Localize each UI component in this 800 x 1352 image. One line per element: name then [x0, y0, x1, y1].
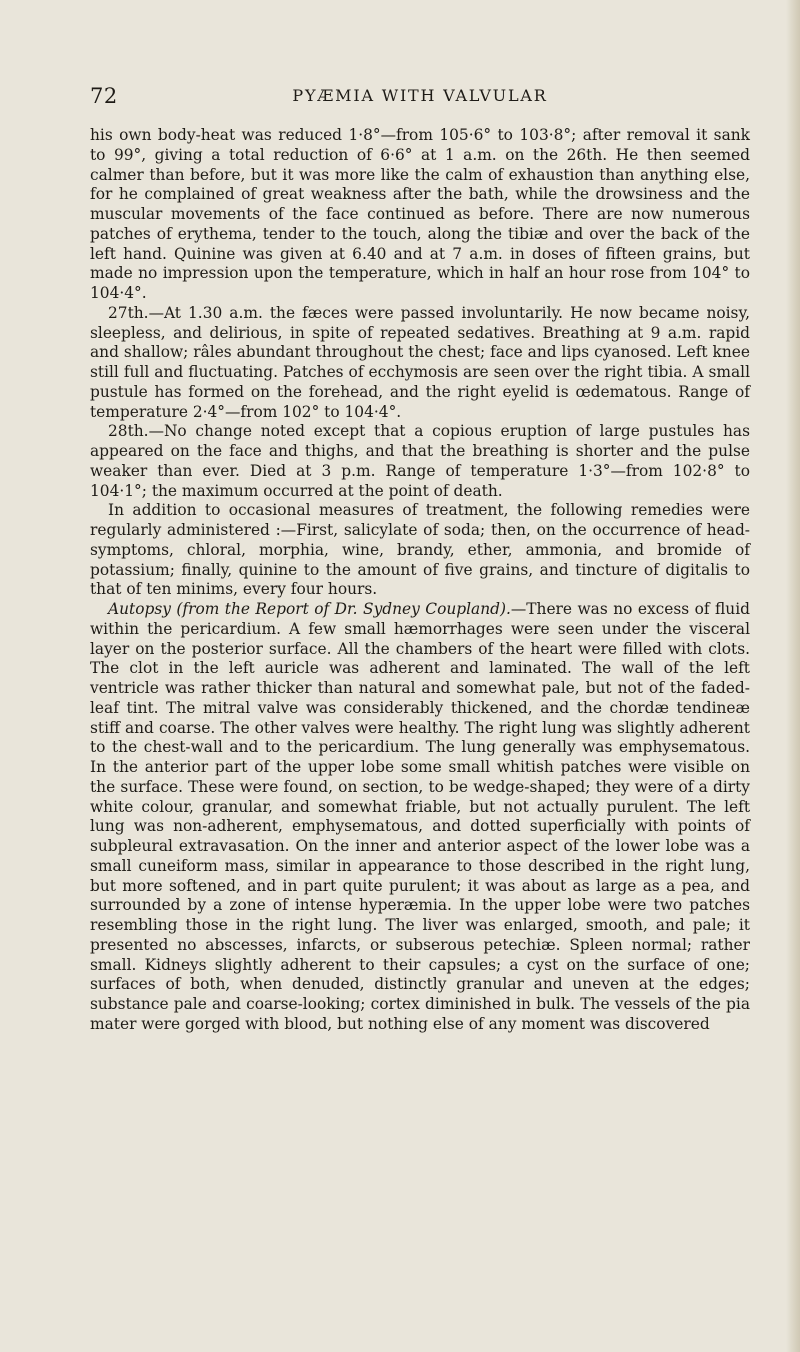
page-spine-shadow	[786, 0, 800, 1352]
paragraph-continuation: his own body-heat was reduced 1·8°—from 105·6° to 103·8°; after removal it sank to 99°, giving a total reduction of 6·6° at 1 a.m. on the 26th. He then seemed calmer than before, but it was more like the calm of exhaustion than anything else, for he complained of great weakness after the bath, while the drowsiness and the muscular movements of the face continued as before. There are now numerous patches of erythema, tender to the touch, along the tibiæ and over the back of the left hand. Quinine was given at 6.40 and at 7 a.m. in doses of fifteen grains, but made no impression upon the temperature, which in half an hour rose from 104° to 104·4°.	[90, 126, 750, 302]
page-header	[90, 84, 750, 118]
paragraph-treatment: In addition to occasional measures of treatment, the following remedies were regularly administered :—First, salicylate of soda; then, on the occurrence of head-symptoms, chloral, morphia, wine, brandy, ether, ammonia, and bromide of potassium; finally, quinine to the amount of five grains, and tincture of digitalis to that of ten minims, every four hours.	[90, 501, 750, 599]
running-head: PYÆMIA WITH VALVULAR	[292, 86, 548, 105]
paragraph-27th: 27th.—At 1.30 a.m. the fæces were passed involuntarily. He now became noisy, sleepless, and delirious, in spite of repeated sedatives. Breathing at 9 a.m. rapid and shallow; râles abundant throughout the chest; face and lips cyanosed. Left knee still full and fluctuating. Patches of ecchymosis are seen over the right tibia. A small pustule has formed on the forehead, and the right eyelid is œdematous. Range of temperature 2·4°—from 102° to 104·4°.	[90, 303, 750, 421]
paragraph-autopsy	[90, 600, 750, 1035]
body-text	[90, 126, 750, 1035]
autopsy-text: —There was no excess of fluid within the pericardium. A few small hæmorrhages were seen under the visceral layer on the posterior surface. All the chambers of the heart were filled with clots. The clot in the left auricle was adherent and laminated. The wall of the left ventricle was rather thicker than natural and somewhat pale, but not of the faded-leaf tint. The mitral valve was considerably thickened, and the chordæ tendineæ stiff and coarse. The other valves were healthy. The right lung was slightly adherent to the chest-wall and to the pericardium. The lung generally was emphysematous. In the anterior part of the upper lobe some small whitish patches were visible on the surface. These were found, on section, to be wedge-shaped; they were of a dirty white colour, granular, and somewhat friable, but not actually purulent. The left lung was non-adherent, emphysematous, and dotted superficially with points of subpleural extravasation. On the inner and anterior aspect of the lower lobe was a small cuneiform mass, similar in appearance to those described in the right lung, but more softened, and in part quite purulent; it was about as large as a pea, and surrounded by a zone of intense hyperæmia. In the upper lobe were two patches resembling those in the right lung. The liver was enlarged, smooth, and pale; it presented no abscesses, infarcts, or subserous petechiæ. Spleen normal; rather small. Kidneys slightly adherent to their capsules; a cyst on the surface of one; surfaces of both, when denuded, distinctly granular and uneven at the edges; substance pale and coarse-looking; cortex diminished in bulk. The vessels of the pia mater were gorged with blood, but nothing else of any moment was discovered	[90, 600, 750, 1033]
page-number: 72	[90, 84, 118, 108]
autopsy-heading: Autopsy (from the Report of Dr. Sydney Coupland).	[108, 600, 511, 618]
paragraph-28th: 28th.—No change noted except that a copious eruption of large pustules has appeared on the face and thighs, and that the breathing is shorter and the pulse weaker than ever. Died at 3 p.m. Range of temperature 1·3°—from 102·8° to 104·1°; the maximum occurred at the point of death.	[90, 422, 750, 500]
